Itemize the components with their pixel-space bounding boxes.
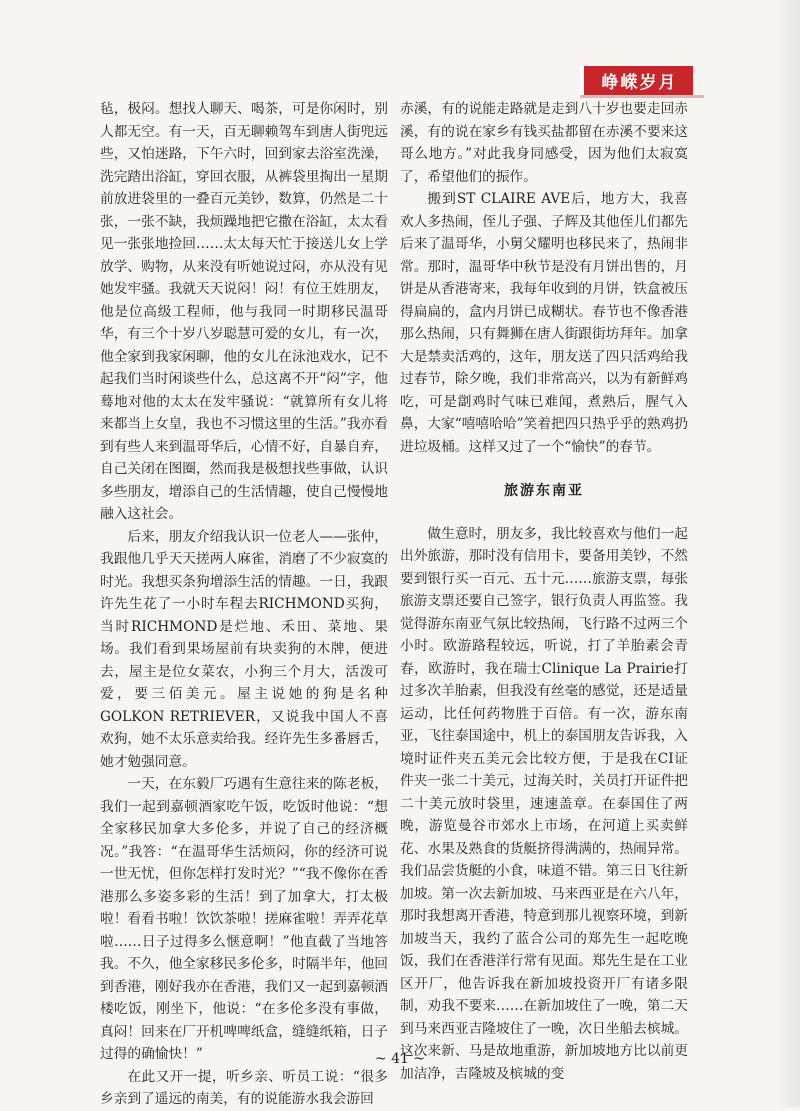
left-text-column — [100, 98, 388, 1111]
paragraph: 搬到ST CLAIRE AVE后，地方大，我喜欢人多热闹，侄儿子强、子辉及其他侄儿们都先后来了温哥华，小舅父耀明也移民来了，热闹非常。那时，温哥华中秋节是没有月饼出售的，月饼是从香港寄来，我每年收到的月饼，铁盒被压得扁扁的，盒内月饼已成糊状。春节也不像香港那么热闹，只有舞狮在唐人街跟街坊拜年。加拿大是禁卖活鸡的，这年，朋友送了四只活鸡给我过春节，除夕晚，我们非常高兴，以为有新鲜鸡吃，可是劏鸡时气味已难闻，煮熟后，腥气入鼻，大家“嘻嘻哈哈”笑着把四只热乎乎的熟鸡扔进垃圾桶。这样又过了一个“愉快”的春节。 — [400, 191, 688, 455]
paragraph: 在此又开一提，听乡亲、听员工说：“很多乡亲到了遥远的南美，有的说能游水我会游回 — [100, 1068, 388, 1107]
paragraph: 做生意时，朋友多，我比较喜欢与他们一起出外旅游，那时没有信用卡，要备用美钞，不然要到银行买一百元、五十元……旅游支票，每张旅游支票还要自己签字，银行负责人再监签。我觉得游东南亚气氛比较热闹，飞行路不过两三个小时。欧游路程较远，听说，打了羊胎素会青春，欧游时，我在瑞士Clinique La Prairie打过多次羊胎素，但我没有丝毫的感觉，还是适量运动，比任何药物胜于百倍。有一次，游东南亚，飞往泰国途中，机上的泰国朋友告诉我，入境时证件夹五美元会比较方便，于是我在CI证件夹一张二十美元，过海关时，关员打开证件把二十美元放时袋里，速速盖章。在泰国住了两晚，游览曼谷市郊水上市场，在河道上买卖鲜花、水果及熟食的货艇挤得满满的，热闹异常。我们品尝货艇的小食，味道不错。第三日飞往新加坡。第一次去新加坡、马来西亚是在六八年，那时我想离开香港，特意到那儿视察环境，到新加坡当天，我约了蓝合公司的郑先生一起吃晚饭，我们在香港洋行常有见面。郑先生是在工业区开厂，他告诉我在新加坡投资开厂有诸多限制，劝我不要来……在新加坡住了一晚，第二天到马来西亚吉隆坡住了一晚，次日坐船去槟城。这次来新、马是故地重游，新加坡地方比以前更加洁净，吉隆坡及槟城的变 — [400, 525, 688, 1082]
section-header-label: 峥嵘岁月 — [601, 73, 678, 93]
page-number: ~ 41 ~ — [374, 1051, 426, 1067]
page-edge-shadow — [774, 0, 800, 1107]
right-text-column — [400, 98, 688, 1085]
paragraph: 一天，在东毅厂巧遇有生意往来的陈老板，我们一起到嘉顿酒家吃午饭，吃饭时他说：“想全家移民加拿大多伦多，并说了自己的经济概况。”我答：“在温哥华生活烦闷，你的经济可说一世无忧，但你怎样打发时光？”“我不像你在香港那么多姿多彩的生活！到了加拿大，打太极啦！看看书啦！饮饮茶啦！搓麻雀啦！弄弄花草啦……日子过得多么惬意啊！”他直截了当地答我。不久，他全家移民多伦多，时隔半年，他回到香港，刚好我亦在香港，我们又一起到嘉顿酒楼吃饭，刚坐下，他说：“在多伦多没有事做，真闷！回来在厂开机啤啤纸盒，缝缝纸箱，日子过得的确愉快！” — [100, 776, 388, 1062]
section-title: 旅游东南亚 — [504, 483, 584, 499]
section-header-tab — [580, 66, 693, 95]
paragraph: 赤溪，有的说能走路就是走到八十岁也要走回赤溪，有的说在家乡有钱买盐都留在赤溪不要来这哥么地方。”对此我身同感受，因为他们太寂寞了，希望他们的振作。 — [400, 101, 688, 185]
paragraph: 后来，朋友介绍我认识一位老人——张仲，我跟他几乎天天搓两人麻雀，消磨了不少寂寞的时光。我想买条狗增添生活的情趣。一日，我跟许先生花了一小时车程去RICHMOND买狗，当时RICHMOND是烂地、禾田、菜地、果场。我们看到果场屋前有块卖狗的木牌，便进去，屋主是位女菜农，小狗三个月大，活泼可爱，要三佰美元。屋主说她的狗是名种GOLKON RETRIEVER，又说我中国人不喜欢狗，她不太乐意卖给我。经许先生多番唇舌，她才勉强同意。 — [100, 528, 388, 770]
paragraph: 毡，极闷。想找人聊天、喝茶，可是你闲时，别人都无空。有一天，百无聊赖驾车到唐人街兜远些，又怕迷路，下午六时，回到家去浴室洗澡，洗完踏出浴缸，穿回衣服，从裤袋里掏出一星期前放进袋里的一叠百元美钞，数算，仍然是二十张，一张不缺，我烦躁地把它撒在浴缸，太太看见一张张地捡回……太太每天忙于接送儿女上学放学、购物，从来没有听她说过闷，亦从没有见她发牢骚。我就天天说闷！闷！有位王姓朋友，他是位高级工程师，他与我同一时期移民温哥华，有三个十岁八岁聪慧可爱的女儿，有一次，他全家到我家闲聊，他的女儿在泳池戏水，记不起我们当时闲谈些什么，总这离不开“闷”字，他蓦地对他的太太在发牢骚说：“就算所有女儿将来都当上女皇，我也不习惯这里的生活。”我亦看到有些人来到温哥华后，心情不好，自暴自弃，自己关闭在图圈，然而我是极想找些事做，认识多些朋友，增添自己的生活情趣，使自己慢慢地融入这社会。 — [100, 101, 388, 522]
